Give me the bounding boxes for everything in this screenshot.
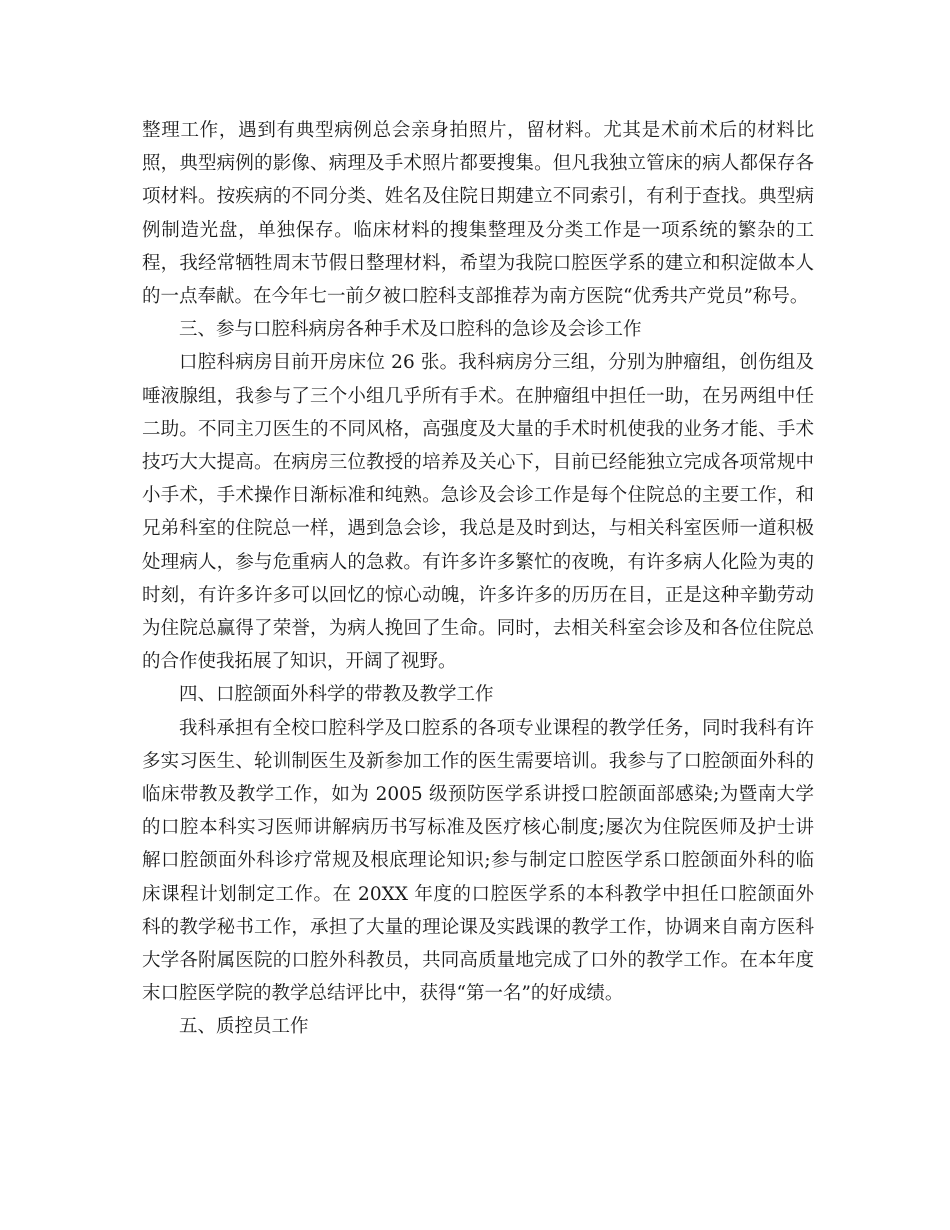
paragraph-surgery-emergency: 口腔科病房目前开房床位 26 张。我科病房分三组，分别为肿瘤组，创伤组及唾液腺组，我参与了三个小组几乎所有手术。在肿瘤组中担任一助，在另两组中任二助。不同主刀医生的不同风格，高强度及大量的手术时机使我的业务才能、手术技巧大大提高。在病房三位教授的培养及关心下，目前已经能独立完成各项常规中小手术，手术操作日渐标准和纯熟。急诊及会诊工作是每个住院总的主要工作，和兄弟科室的住院总一样，遇到急会诊，我总是及时到达，与相关科室医师一道积极处理病人，参与危重病人的急救。有许多许多繁忙的夜晚，有许多病人化险为夷的时刻，有许多许多可以回忆的惊心动魄，许多许多的历历在目，正是这种辛勤劳动为住院总赢得了荣誉，为病人挽回了生命。同时，去相关科室会诊及和各位住院总的合作使我拓展了知识，开阔了视野。	[142, 352, 814, 673]
paragraph-teaching: 我科承担有全校口腔科学及口腔系的各项专业课程的教学任务，同时我科有许多实习医生、轮训制医生及新参加工作的医生需要培训。我参与了口腔颌面外科的临床带教及教学工作，如为 2005 级预防医学系讲授口腔颌面部感染;为暨南大学的口腔本科实习医师讲解病历书写标准及医疗核心制度;屡次为住院医师及护士讲解口腔颌面外科诊疗常规及根底理论知识;参与制定口腔医学系口腔颌面外科的临床课程计划制定工作。在 20XX 年度的口腔医学系的本科教学中担任口腔颌面外科的教学秘书工作，承担了大量的理论课及实践课的教学工作，协调来自南方医科大学各附属医院的口腔外科教员，共同高质量地完成了口外的教学工作。在本年度末口腔医学院的教学总结评比中，获得“第一名”的好成绩。	[142, 717, 814, 1005]
section-heading-teaching: 四、口腔颌面外科学的带教及教学工作	[179, 684, 494, 706]
document-body	[142, 114, 814, 1044]
section-heading-surgery-emergency: 三、参与口腔科病房各种手术及口腔科的急诊及会诊工作	[179, 319, 642, 341]
paragraph-materials-archive: 整理工作，遇到有典型病例总会亲身拍照片，留材料。尤其是术前术后的材料比照，典型病例的影像、病理及手术照片都要搜集。但凡我独立管床的病人都保存各项材料。按疾病的不同分类、姓名及住院日期建立不同索引，有利于查找。典型病例制造光盘，单独保存。临床材料的搜集整理及分类工作是一项系统的繁杂的工程，我经常牺牲周末节假日整理材料，希望为我院口腔医学系的建立和积淀做本人的一点奉献。在今年七一前夕被口腔科支部推荐为南方医院“优秀共产党员”称号。	[142, 120, 814, 308]
section-heading-quality-control: 五、质控员工作	[179, 1016, 309, 1038]
